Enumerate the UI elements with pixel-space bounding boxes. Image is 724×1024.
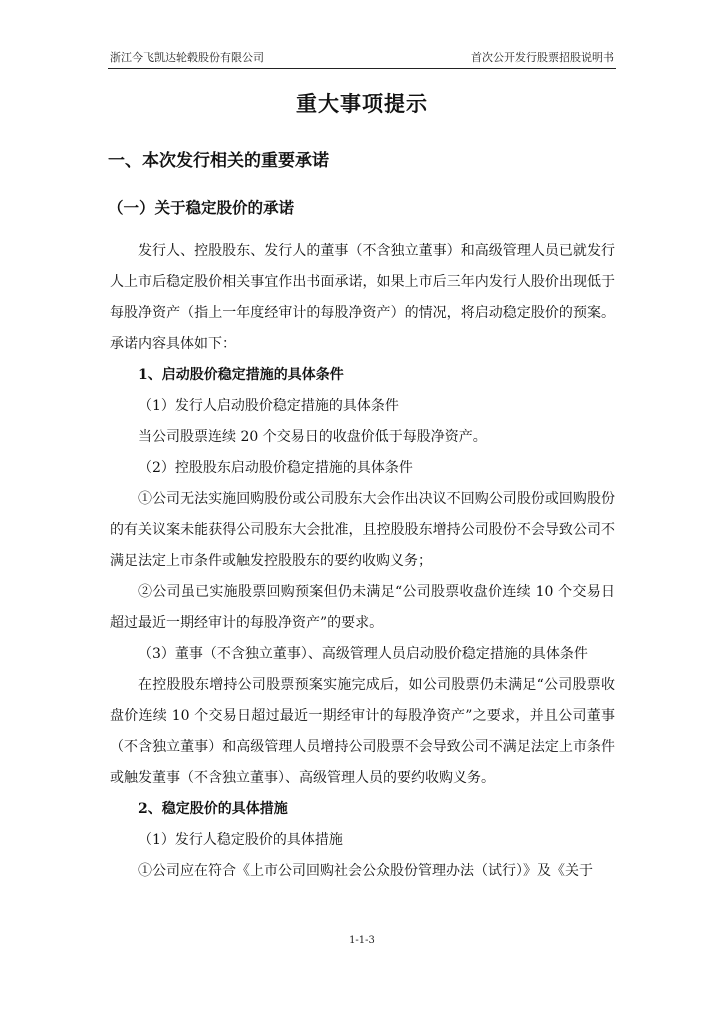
paragraph: ①公司应在符合《上市公司回购社会公众股份管理办法（试行）》及《关于 <box>138 863 593 879</box>
intro-paragraph: 发行人、控股股东、发行人的董事（不含独立董事）和高级管理人员已就发行人上市后稳定股价相关事宜作出书面承诺，如果上市后三年内发行人股价出现低于每股净资产（指上一年度经审计的每股净资产）的情况，将启动稳定股价的预案。承诺内容具体如下： <box>110 243 615 352</box>
page-title: 重大事项提示 <box>296 91 428 116</box>
page-number: 1-1-3 <box>349 935 375 946</box>
subitem-heading: （1）发行人启动股价稳定措施的具体条件 <box>138 398 399 414</box>
section-heading: 一、本次发行相关的重要承诺 <box>108 151 329 171</box>
item-heading-2: 2、稳定股价的具体措施 <box>138 801 288 817</box>
body-content <box>110 236 615 887</box>
paragraph: 当公司股票连续 20 个交易日的收盘价低于每股净资产。 <box>138 429 487 445</box>
paragraph: 在控股股东增持公司股票预案实施完成后，如公司股票仍未满足“公司股票收盘价连续 10 个交易日超过最近一期经审计的每股净资产”之要求，并且公司董事（不含独立董事）和高级管理人员增持公司股票不会导致公司不满足法定上市条件或触发董事（不含独立董事）、高级管理人员的要约收购义务。 <box>110 677 615 786</box>
header-company-name: 浙江今飞凯达轮毂股份有限公司 <box>110 51 264 64</box>
subitem-heading: （1）发行人稳定股价的具体措施 <box>138 832 343 848</box>
subsection-heading: （一）关于稳定股价的承诺 <box>108 198 295 217</box>
subitem-heading: （2）控股股东启动股价稳定措施的具体条件 <box>138 460 413 476</box>
header-document-name: 首次公开发行股票招股说明书 <box>471 51 614 64</box>
paragraph: ①公司无法实施回购股份或公司股东大会作出决议不回购公司股份或回购股份的有关议案未能获得公司股东大会批准，且控股股东增持公司股份不会导致公司不满足法定上市条件或触发控股股东的要约收购义务； <box>110 491 615 569</box>
page-header <box>108 50 616 69</box>
subitem-heading: （3）董事（不含独立董事）、高级管理人员启动股价稳定措施的具体条件 <box>138 646 588 662</box>
item-heading-1: 1、启动股价稳定措施的具体条件 <box>138 367 344 383</box>
paragraph: ②公司虽已实施股票回购预案但仍未满足“公司股票收盘价连续 10 个交易日超过最近一期经审计的每股净资产”的要求。 <box>110 584 615 631</box>
